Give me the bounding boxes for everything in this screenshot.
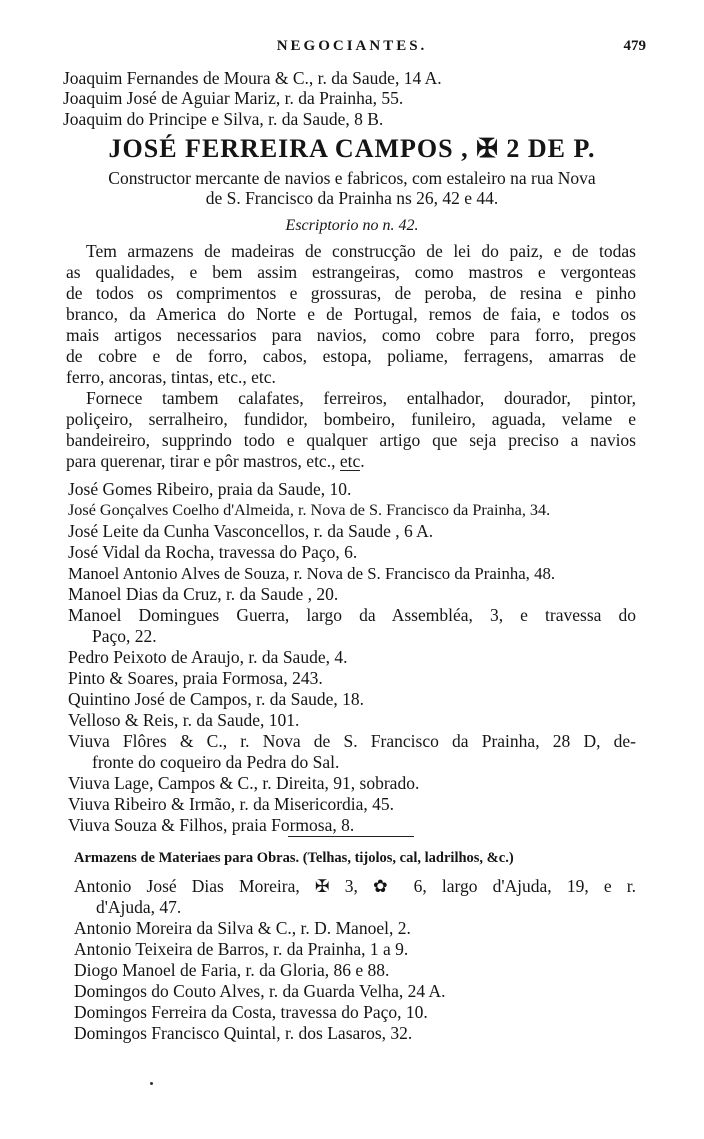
paragraph-line: de cobre e de forro, cabos, estopa, poliame, ferragens, amarras de <box>66 346 636 366</box>
ink-speck <box>150 1082 153 1085</box>
paragraph-line: ferro, ancoras, tintas, etc., etc. <box>66 367 276 387</box>
list-item-continuation: fronte do coqueiro da Pedra do Sal. <box>92 752 340 772</box>
list-item: Joaquim Fernandes de Moura & C., r. da Saude, 14 A. <box>63 68 442 88</box>
paragraph-line: bandeireiro, supprindo todo e qualquer artigo que seja preciso a navios <box>66 430 636 450</box>
paragraph-line: poliçeiro, serralheiro, fundidor, bombeiro, funileiro, aguada, velame e <box>66 409 636 429</box>
featured-merchant-name: JOSÉ FERREIRA CAMPOS , ✠ 2 DE P. <box>108 134 596 163</box>
list-item: Joaquim do Principe e Silva, r. da Saude, 8 B. <box>63 109 384 129</box>
section-heading: Armazens de Materiaes para Obras. (Telhas, tijolos, cal, ladrilhos, &c.) <box>74 850 514 866</box>
list-item: Viuva Flôres & C., r. Nova de S. Francisco da Prainha, 28 D, de- <box>68 731 636 751</box>
list-item: José Gomes Ribeiro, praia da Saude, 10. <box>68 479 352 499</box>
short-divider <box>340 470 360 471</box>
paragraph-line: para querenar, tirar e pôr mastros, etc., etc. <box>66 451 365 471</box>
paragraph-line: Tem armazens de madeiras de construcção de lei do paiz, e de todas <box>86 241 636 261</box>
list-item: Joaquim José de Aguiar Mariz, r. da Prainha, 55. <box>63 88 404 108</box>
list-item: Manoel Domingues Guerra, largo da Assembléa, 3, e travessa do <box>68 605 636 625</box>
list-item: José Vidal da Rocha, travessa do Paço, 6. <box>68 542 358 562</box>
featured-description-line: Constructor mercante de navios e fabricos, com estaleiro na rua Nova <box>108 168 596 188</box>
list-item: Velloso & Reis, r. da Saude, 101. <box>68 710 300 730</box>
featured-office: Escriptorio no n. 42. <box>285 217 419 234</box>
page-header <box>0 38 704 60</box>
list-item: Domingos Ferreira da Costa, travessa do Paço, 10. <box>74 1002 428 1022</box>
list-item: Antonio José Dias Moreira, ✠ 3, ✿ 6, largo d'Ajuda, 19, e r. <box>74 876 636 896</box>
list-item-continuation: d'Ajuda, 47. <box>96 897 182 917</box>
list-item: Manoel Antonio Alves de Souza, r. Nova de S. Francisco da Prainha, 48. <box>68 564 556 583</box>
list-item: Domingos Francisco Quintal, r. dos Lasaros, 32. <box>74 1023 413 1043</box>
list-item: Viuva Lage, Campos & C., r. Direita, 91, sobrado. <box>68 773 420 793</box>
page-number: 479 <box>623 38 646 54</box>
list-item: Antonio Moreira da Silva & C., r. D. Manoel, 2. <box>74 918 411 938</box>
list-item: José Leite da Cunha Vasconcellos, r. da Saude , 6 A. <box>68 521 434 541</box>
list-item: Viuva Ribeiro & Irmão, r. da Misericordia, 45. <box>68 794 395 814</box>
paragraph-line: as qualidades, e bem assim estrangeiras, como mastros e vergonteas <box>66 262 636 282</box>
list-item-continuation: Paço, 22. <box>92 626 157 646</box>
list-item: Pedro Peixoto de Araujo, r. da Saude, 4. <box>68 647 348 667</box>
list-item: Viuva Souza & Filhos, praia Formosa, 8. <box>68 815 355 835</box>
list-item: Domingos do Couto Alves, r. da Guarda Velha, 24 A. <box>74 981 446 1001</box>
page-title: NEGOCIANTES. <box>276 38 428 54</box>
list-item: Antonio Teixeira de Barros, r. da Prainha, 1 a 9. <box>74 939 409 959</box>
list-item: Manoel Dias da Cruz, r. da Saude , 20. <box>68 584 339 604</box>
paragraph-line: de todos os comprimentos e grossuras, de peroba, de resina e pinho <box>66 283 636 303</box>
paragraph-line: Fornece tambem calafates, ferreiros, entalhador, dourador, pintor, <box>86 388 636 408</box>
section-divider <box>288 836 414 837</box>
paragraph-line: mais artigos necessarios para navios, como cobre para forro, pregos <box>66 325 636 345</box>
list-item: Quintino José de Campos, r. da Saude, 18. <box>68 689 365 709</box>
paragraph-line: branco, da America do Norte e de Portugal, remos de faia, e todos os <box>66 304 636 324</box>
list-item: José Gonçalves Coelho d'Almeida, r. Nova de S. Francisco da Prainha, 34. <box>68 501 551 519</box>
featured-description-line: de S. Francisco da Prainha ns 26, 42 e 44. <box>205 188 499 208</box>
list-item: Diogo Manoel de Faria, r. da Gloria, 86 e 88. <box>74 960 390 980</box>
list-item: Pinto & Soares, praia Formosa, 243. <box>68 668 323 688</box>
